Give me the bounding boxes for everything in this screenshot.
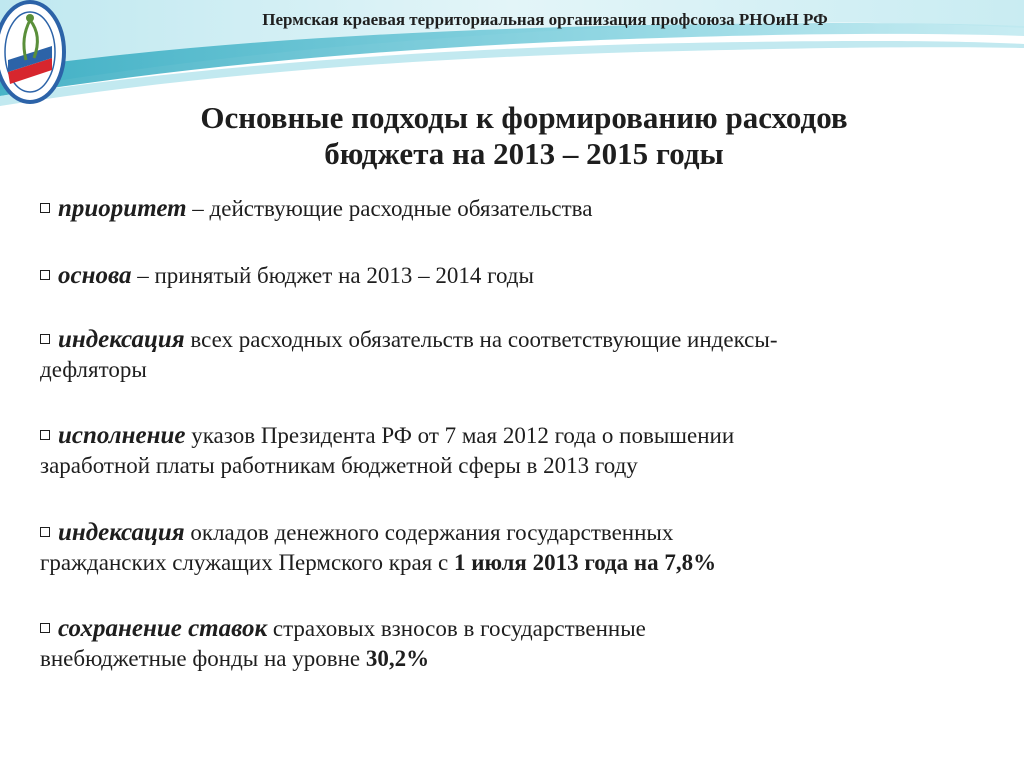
bullet-text: указов Президента РФ от 7 мая 2012 года о повышении <box>185 423 735 448</box>
checkbox-bullet-icon <box>40 623 50 633</box>
bullet-key: индексация <box>58 326 185 353</box>
bullet-key: исполнение <box>58 422 186 449</box>
bullet-emphasis: 30,2% <box>365 646 430 671</box>
slide-title <box>100 100 948 172</box>
slide-title-line-1: Основные подходы к формированию расходов <box>200 100 848 135</box>
bullet-key: основа <box>58 262 132 289</box>
bullet-key: приоритет <box>58 195 187 222</box>
bullet-priority <box>40 194 592 224</box>
bullet-indexation <box>40 325 778 385</box>
checkbox-bullet-icon <box>40 527 50 537</box>
bullet-basis <box>40 261 534 291</box>
bullet-text-continued: дефляторы <box>40 357 147 382</box>
bullet-key: индексация <box>58 519 185 546</box>
bullet-salary-indexation <box>40 518 716 578</box>
bullet-text-continued: гражданских служащих Пермского края с <box>40 550 454 575</box>
bullet-text: окладов денежного содержания государственных <box>184 520 674 545</box>
checkbox-bullet-icon <box>40 334 50 344</box>
slide-title-line-2: бюджета на 2013 – 2015 годы <box>324 136 724 171</box>
union-emblem-icon <box>0 0 90 110</box>
bullet-text: всех расходных обязательств на соответствующие индексы- <box>184 327 778 352</box>
bullet-text: страховых взносов в государственные <box>267 616 646 641</box>
bullet-emphasis: 1 июля 2013 года на 7,8% <box>453 550 717 575</box>
organization-title: Пермская краевая территориальная организация профсоюза РНОиН РФ <box>262 10 828 29</box>
bullet-text-continued: внебюджетные фонды на уровне <box>40 646 366 671</box>
checkbox-bullet-icon <box>40 203 50 213</box>
bullet-insurance-rates <box>40 614 646 674</box>
bullet-text: – принятый бюджет на 2013 – 2014 годы <box>131 263 534 288</box>
bullet-key: сохранение ставок <box>58 615 268 642</box>
bullet-execution <box>40 421 734 481</box>
bullet-text-continued: заработной платы работникам бюджетной сферы в 2013 году <box>40 453 638 478</box>
bullet-text: – действующие расходные обязательства <box>186 196 593 221</box>
checkbox-bullet-icon <box>40 430 50 440</box>
checkbox-bullet-icon <box>40 270 50 280</box>
